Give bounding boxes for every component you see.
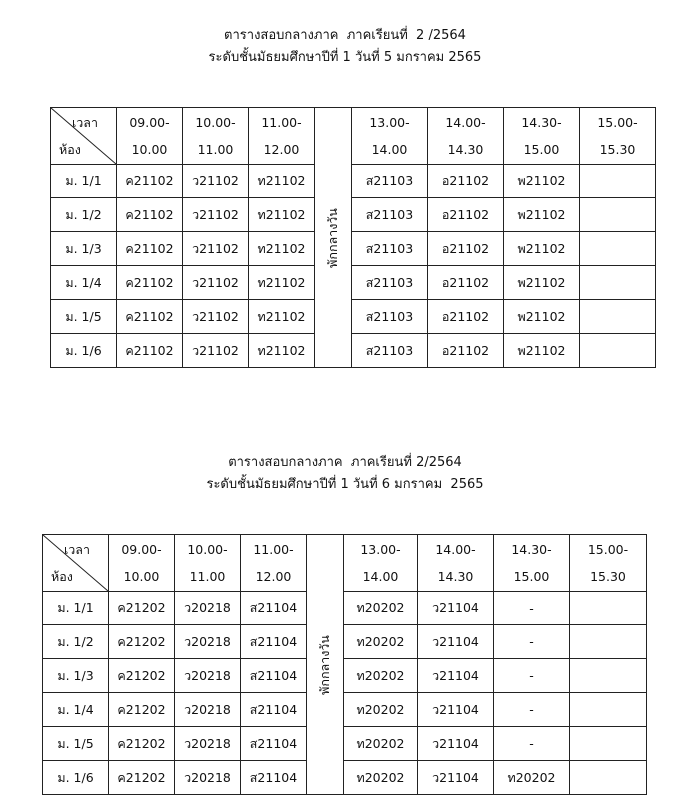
period-end: 12.00	[263, 142, 300, 157]
corner-room-label: ห้อง	[51, 569, 73, 584]
subject-cell: ส21104	[241, 592, 307, 625]
subject-cell: ส21103	[352, 198, 428, 232]
subject-cell: ส21104	[241, 761, 307, 795]
subject-cell: ว20218	[175, 727, 241, 761]
subject-cell: พ21102	[504, 334, 580, 368]
subject-cell: ว20218	[175, 592, 241, 625]
exam2-title: ตารางสอบกลางภาค ภาคเรียนที่ 2/2564	[228, 455, 462, 470]
period-start: 10.00-	[187, 542, 228, 557]
period-header	[494, 535, 570, 592]
period-end: 14.30	[437, 569, 474, 584]
subject-cell: อ21102	[428, 198, 504, 232]
exam1-subtitle: ระดับชั้นมัธยมศึกษาปีที่ 1 วันที่ 5 มกราคม 2565	[208, 50, 482, 65]
room-cell: ม. 1/2	[43, 625, 109, 659]
subject-cell: ส21103	[352, 232, 428, 266]
subject-cell: อ21102	[428, 232, 504, 266]
subject-cell: ค21102	[117, 300, 183, 334]
period-end: 15.30	[599, 142, 636, 157]
room-cell: ม. 1/1	[51, 165, 117, 198]
period-start: 14.00-	[435, 542, 476, 557]
room-cell: ม. 1/5	[43, 727, 109, 761]
subject-cell: ค21202	[109, 693, 175, 727]
period-end: 11.00	[197, 142, 234, 157]
exam2-schedule-table	[42, 534, 647, 795]
exam1-title: ตารางสอบกลางภาค ภาคเรียนที่ 2 /2564	[224, 28, 466, 43]
subject-cell: ส21103	[352, 266, 428, 300]
lunch-break-cell	[315, 108, 352, 368]
subject-cell	[580, 232, 656, 266]
period-start: 14.00-	[445, 115, 486, 130]
subject-cell: ค21102	[117, 165, 183, 198]
subject-cell: ว21104	[418, 659, 494, 693]
period-header	[183, 108, 249, 165]
subject-cell: ว21104	[418, 727, 494, 761]
table-row	[43, 727, 647, 761]
subject-cell: -	[494, 592, 570, 625]
subject-cell: ส21104	[241, 693, 307, 727]
subject-cell: ส21103	[352, 334, 428, 368]
lunch-break-label: พักกลางวัน	[317, 634, 332, 695]
subject-cell	[570, 659, 647, 693]
subject-cell: ค21202	[109, 659, 175, 693]
room-cell: ม. 1/4	[51, 266, 117, 300]
subject-cell: ว21104	[418, 761, 494, 795]
subject-cell: ท21102	[249, 232, 315, 266]
subject-cell	[570, 727, 647, 761]
subject-cell: ท21102	[249, 334, 315, 368]
subject-cell: ส21104	[241, 727, 307, 761]
subject-cell: ว20218	[175, 659, 241, 693]
subject-cell: ท21102	[249, 266, 315, 300]
subject-cell: ท20202	[344, 693, 418, 727]
period-end: 14.00	[362, 569, 399, 584]
period-end: 11.00	[189, 569, 226, 584]
subject-cell: ว21102	[183, 300, 249, 334]
subject-cell	[580, 334, 656, 368]
header-row	[43, 535, 647, 592]
subject-cell: พ21102	[504, 300, 580, 334]
subject-cell: ส21104	[241, 625, 307, 659]
table-row	[51, 300, 656, 334]
subject-cell: ว20218	[175, 761, 241, 795]
table-row	[51, 165, 656, 198]
subject-cell	[580, 198, 656, 232]
table-row	[43, 592, 647, 625]
subject-cell	[570, 761, 647, 795]
period-header	[175, 535, 241, 592]
subject-cell: พ21102	[504, 165, 580, 198]
table-row	[51, 232, 656, 266]
subject-cell: ค21202	[109, 592, 175, 625]
room-cell: ม. 1/1	[43, 592, 109, 625]
subject-cell: ค21202	[109, 727, 175, 761]
subject-cell: ค21102	[117, 334, 183, 368]
subject-cell: ค21102	[117, 198, 183, 232]
subject-cell: -	[494, 727, 570, 761]
subject-cell: พ21102	[504, 266, 580, 300]
table-row	[43, 659, 647, 693]
exam2-title-block	[0, 452, 690, 496]
subject-cell: ว21102	[183, 198, 249, 232]
subject-cell	[570, 592, 647, 625]
period-header	[352, 108, 428, 165]
lunch-break-cell	[307, 535, 344, 795]
table-row	[43, 625, 647, 659]
subject-cell	[570, 625, 647, 659]
subject-cell	[570, 693, 647, 727]
subject-cell: ส21103	[352, 300, 428, 334]
table-row	[51, 198, 656, 232]
room-cell: ม. 1/6	[51, 334, 117, 368]
subject-cell: ท20202	[344, 592, 418, 625]
room-cell: ม. 1/2	[51, 198, 117, 232]
subject-cell: ว21104	[418, 625, 494, 659]
period-start: 09.00-	[121, 542, 162, 557]
subject-cell: อ21102	[428, 165, 504, 198]
subject-cell: ท20202	[494, 761, 570, 795]
table-row	[43, 693, 647, 727]
room-cell: ม. 1/3	[43, 659, 109, 693]
period-header	[580, 108, 656, 165]
period-end: 15.00	[523, 142, 560, 157]
period-start: 13.00-	[360, 542, 401, 557]
header-row	[51, 108, 656, 165]
period-start: 10.00-	[195, 115, 236, 130]
subject-cell: ค21202	[109, 761, 175, 795]
lunch-break-label: พักกลางวัน	[325, 207, 340, 268]
corner-time-label: เวลา	[72, 115, 98, 130]
period-end: 10.00	[131, 142, 168, 157]
table-row	[43, 761, 647, 795]
period-start: 11.00-	[261, 115, 302, 130]
subject-cell	[580, 300, 656, 334]
subject-cell: ว21104	[418, 693, 494, 727]
corner-time-label: เวลา	[64, 542, 90, 557]
period-header	[504, 108, 580, 165]
subject-cell: ท20202	[344, 761, 418, 795]
subject-cell: ว20218	[175, 693, 241, 727]
period-start: 13.00-	[369, 115, 410, 130]
period-start: 14.30-	[511, 542, 552, 557]
subject-cell: ว20218	[175, 625, 241, 659]
subject-cell: ท21102	[249, 198, 315, 232]
period-header	[428, 108, 504, 165]
period-end: 14.30	[447, 142, 484, 157]
subject-cell: พ21102	[504, 198, 580, 232]
subject-cell: อ21102	[428, 300, 504, 334]
period-header	[117, 108, 183, 165]
subject-cell: ท20202	[344, 727, 418, 761]
corner-cell	[51, 108, 117, 165]
period-header	[418, 535, 494, 592]
subject-cell: ส21104	[241, 659, 307, 693]
subject-cell: อ21102	[428, 266, 504, 300]
table-row	[51, 334, 656, 368]
subject-cell	[580, 165, 656, 198]
room-cell: ม. 1/5	[51, 300, 117, 334]
exam1-title-block	[0, 25, 690, 69]
period-end: 15.30	[590, 569, 626, 584]
room-cell: ม. 1/6	[43, 761, 109, 795]
period-header	[241, 535, 307, 592]
room-cell: ม. 1/3	[51, 232, 117, 266]
subject-cell: ท21102	[249, 165, 315, 198]
subject-cell: ว21102	[183, 334, 249, 368]
period-header	[344, 535, 418, 592]
subject-cell: อ21102	[428, 334, 504, 368]
subject-cell: -	[494, 659, 570, 693]
exam2-subtitle: ระดับชั้นมัธยมศึกษาปีที่ 1 วันที่ 6 มกราคม 2565	[206, 477, 484, 492]
subject-cell: ว21102	[183, 165, 249, 198]
room-cell: ม. 1/4	[43, 693, 109, 727]
subject-cell: ท21102	[249, 300, 315, 334]
subject-cell: ว21102	[183, 232, 249, 266]
subject-cell: ว21102	[183, 266, 249, 300]
period-start: 11.00-	[253, 542, 294, 557]
exam1-schedule-table	[50, 107, 656, 368]
period-header	[249, 108, 315, 165]
subject-cell: ค21102	[117, 266, 183, 300]
corner-room-label: ห้อง	[59, 142, 81, 157]
subject-cell: ค21202	[109, 625, 175, 659]
corner-cell	[43, 535, 109, 592]
subject-cell: ท20202	[344, 659, 418, 693]
period-start: 14.30-	[521, 115, 562, 130]
subject-cell: ว21104	[418, 592, 494, 625]
period-end: 14.00	[371, 142, 408, 157]
period-header	[570, 535, 647, 592]
table-row	[51, 266, 656, 300]
period-end: 12.00	[255, 569, 292, 584]
subject-cell: ค21102	[117, 232, 183, 266]
subject-cell	[580, 266, 656, 300]
period-end: 15.00	[513, 569, 550, 584]
subject-cell: -	[494, 625, 570, 659]
period-start: 15.00-	[597, 115, 638, 130]
period-start: 09.00-	[129, 115, 170, 130]
period-start: 15.00-	[587, 542, 629, 557]
period-end: 10.00	[123, 569, 160, 584]
subject-cell: พ21102	[504, 232, 580, 266]
subject-cell: ส21103	[352, 165, 428, 198]
subject-cell: ท20202	[344, 625, 418, 659]
subject-cell: -	[494, 693, 570, 727]
period-header	[109, 535, 175, 592]
